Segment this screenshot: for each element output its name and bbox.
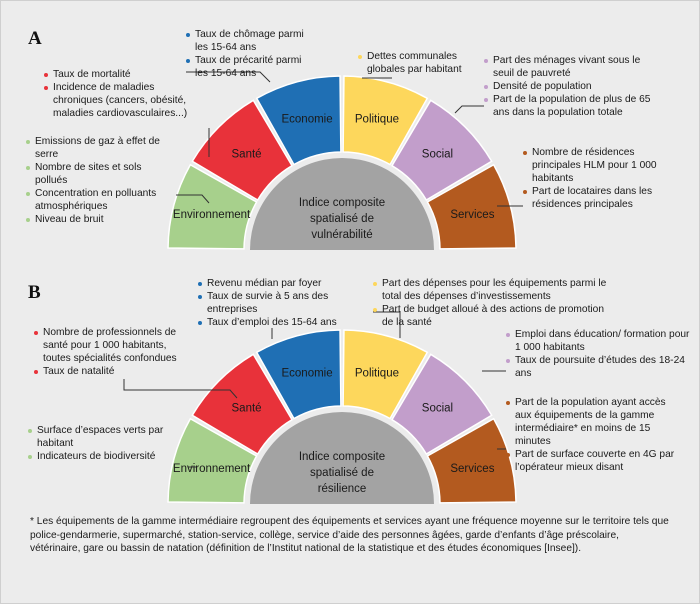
core-label-line: Indice composite	[298, 197, 386, 209]
leader-line-social	[455, 106, 484, 113]
segment-label-economie: Economie	[281, 367, 333, 380]
indicator-item: Nombre de sites et sols pollués	[26, 161, 176, 187]
indicator-item: Taux de natalité	[34, 365, 196, 378]
indicator-list-services-b	[506, 396, 684, 474]
indicator-list-social-b	[506, 328, 691, 380]
core-label-line: Indice composite	[298, 451, 386, 463]
indicator-list-sante-b	[34, 326, 196, 378]
indicator-item: Revenu médian par foyer	[198, 277, 373, 290]
indicator-list-social-a	[484, 54, 659, 119]
indicator-item: Taux de chômage parmi les 15-64 ans	[186, 28, 314, 54]
indicator-item: Nombre de professionnels de santé pour 1 000 habitants, toutes spécialités confondues	[34, 326, 196, 365]
core-label-line: spatialisé de	[310, 213, 374, 225]
segment-label-social: Social	[421, 148, 454, 161]
panel-letter: B	[28, 282, 41, 303]
indicator-list-sante-a	[44, 68, 204, 120]
indicator-item: Niveau de bruit	[26, 213, 176, 226]
indicator-item: Taux d’emploi des 15-64 ans	[198, 316, 373, 329]
core-label-line: spatialisé de	[310, 467, 374, 479]
segment-label-social: Social	[421, 402, 454, 415]
indicator-item: Dettes communales globales par habitant	[358, 50, 483, 76]
indicator-list-economie-b	[198, 277, 373, 329]
segment-label-economie: Economie	[281, 113, 333, 126]
indicator-item: Concentration en polluants atmosphériques	[26, 187, 176, 213]
indicator-item: Incidence de maladies chroniques (cancers, obésité, maladies cardiovasculaires...)	[44, 81, 204, 120]
indicator-item: Part de la population ayant accès aux équipements de la gamme intermédiaire* en moins de 15 minutes	[506, 396, 684, 448]
indicator-item: Part de la population de plus de 65 ans dans la population totale	[484, 93, 659, 119]
segment-label-services: Services	[450, 209, 495, 222]
segment-label-services: Services	[450, 463, 495, 476]
core-label-line: vulnérabilité	[311, 229, 373, 241]
indicator-list-politique-b	[373, 277, 618, 329]
indicator-item: Taux de poursuite d’études des 18-24 ans	[506, 354, 691, 380]
segment-label-sante: Santé	[231, 148, 262, 161]
indicator-item: Nombre de résidences principales HLM pour 1 000 habitants	[523, 146, 668, 185]
indicator-list-environnement-a	[26, 135, 176, 226]
indicator-item: Densité de population	[484, 80, 659, 93]
indicator-item: Part de surface couverte en 4G par l’opérateur mieux disant	[506, 448, 684, 474]
indicator-item: Emploi dans éducation/ formation pour 1 000 habitants	[506, 328, 691, 354]
indicator-item: Taux de précarité parmi les 15-64 ans	[186, 54, 314, 80]
segment-label-environnement: Environnement	[172, 209, 251, 222]
footnote: * Les équipements de la gamme intermédiaire regroupent des équipements et services ayant une fréquence moyenne sur le territoire tels que police-gendarmerie, supermarché, station-service, collège, service d’aide des personnes âgées, garde d’enfants d’âge préscolaire, vétérinaire, gare ou bassin de natation (définition de l’Institut national de la statistique et des études économiques [Insee]).	[30, 516, 669, 554]
indicator-list-environnement-b	[28, 424, 188, 463]
segment-label-politique: Politique	[354, 367, 400, 380]
indicator-item: Part des ménages vivant sous le seuil de pauvreté	[484, 54, 659, 80]
indicator-item: Emissions de gaz à effet de serre	[26, 135, 176, 161]
indicator-item: Indicateurs de biodiversité	[28, 450, 188, 463]
indicator-item: Part de budget alloué à des actions de promotion de la santé	[373, 303, 618, 329]
indicator-list-politique-a	[358, 50, 483, 76]
segment-label-politique: Politique	[354, 113, 400, 126]
core-label-line: résilience	[317, 483, 367, 495]
indicator-list-economie-a	[186, 28, 314, 80]
indicator-list-services-a	[523, 146, 668, 211]
segment-label-environnement: Environnement	[172, 463, 251, 476]
indicator-item: Taux de survie à 5 ans des entreprises	[198, 290, 373, 316]
indicator-item: Part de locataires dans les résidences principales	[523, 185, 668, 211]
indicator-item: Surface d’espaces verts par habitant	[28, 424, 188, 450]
indicator-item: Taux de mortalité	[44, 68, 204, 81]
indicator-item: Part des dépenses pour les équipements parmi le total des dépenses d’investissements	[373, 277, 618, 303]
segment-label-sante: Santé	[231, 402, 262, 415]
panel-letter: A	[28, 28, 42, 49]
